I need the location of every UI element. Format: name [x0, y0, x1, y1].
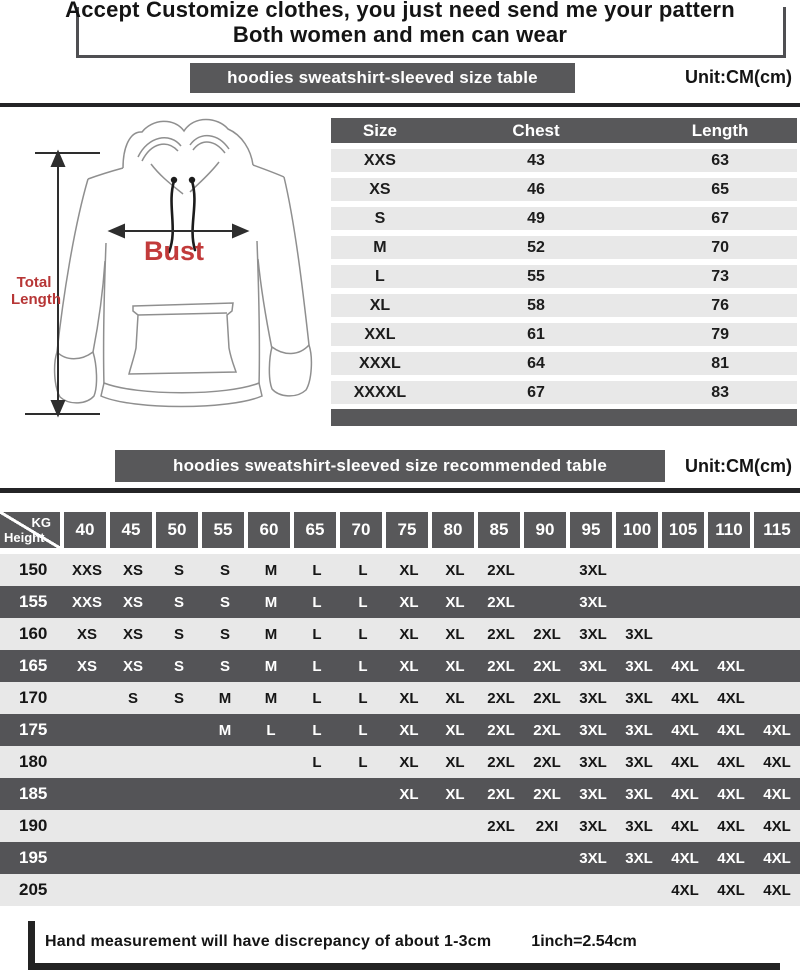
size-value-cell: L — [358, 657, 368, 675]
size-table-body — [331, 149, 797, 404]
weight-header-cell: 65 — [294, 512, 340, 548]
length-cell: 67 — [711, 209, 729, 227]
weight-header-cell: 45 — [110, 512, 156, 548]
column-header-length: Length — [691, 120, 749, 140]
size-value-cell: 4XL — [671, 721, 699, 739]
height-cell: 150 — [19, 560, 48, 579]
size-value-cell: 4XL — [763, 721, 791, 739]
chest-cell: 46 — [527, 180, 545, 198]
chest-cell: 67 — [527, 383, 545, 401]
size-value-cell: 4XL — [717, 817, 745, 835]
height-cell: 185 — [19, 784, 48, 803]
size-value-cell: L — [312, 721, 322, 739]
divider-line-2 — [0, 488, 800, 493]
size-value-cell: 3XL — [625, 657, 653, 675]
size-value-cell: 3XL — [579, 657, 607, 675]
size-table-row — [331, 381, 797, 404]
weight-header-cell: 40 — [64, 512, 110, 548]
size-value-cell: 3XL — [625, 689, 653, 707]
size-value-cell: 3XL — [579, 817, 607, 835]
size-value-cell: 2XL — [487, 721, 515, 739]
size-cell: XL — [369, 296, 391, 314]
chest-cell: 43 — [527, 151, 545, 169]
weight-header-cell: 90 — [524, 512, 570, 548]
bust-label: Bust — [144, 236, 204, 266]
length-cell: 76 — [711, 296, 729, 314]
recommend-row — [0, 874, 800, 906]
right-cuff — [269, 345, 311, 396]
size-value-cell: XL — [399, 785, 419, 803]
size-cell: XXXXL — [353, 383, 407, 401]
size-value-cell: XL — [399, 753, 419, 771]
size-value-cell: 2XL — [487, 625, 515, 643]
size-value-cell: XL — [399, 625, 419, 643]
weight-header-cell: 100 — [616, 512, 662, 548]
column-header-chest: Chest — [512, 120, 560, 140]
recommend-row — [0, 746, 800, 778]
size-table-row — [331, 178, 797, 201]
inch-conversion: 1inch=2.54cm — [531, 933, 637, 950]
size-value-cell: L — [312, 561, 322, 579]
size-value-cell: S — [173, 625, 184, 643]
length-cell: 63 — [711, 151, 729, 169]
recommended-table-body — [0, 554, 800, 906]
unit-label-1: Unit:CM(cm) — [685, 67, 792, 87]
chest-cell: 61 — [527, 325, 545, 343]
drawstring-tip-left — [171, 177, 177, 183]
size-value-cell: XL — [399, 721, 419, 739]
size-value-cell: XS — [76, 625, 97, 643]
recommend-row — [0, 682, 800, 714]
size-value-cell: 2XL — [533, 785, 561, 803]
banner-line-2: Both women and men can wear — [232, 22, 568, 47]
kg-height-corner-cell — [0, 512, 64, 548]
size-value-cell: 4XL — [763, 785, 791, 803]
size-value-cell: 3XL — [625, 721, 653, 739]
size-value-cell: L — [358, 721, 368, 739]
recommend-row — [0, 650, 800, 682]
size-value-cell: L — [358, 753, 368, 771]
size-value-cell: M — [218, 689, 232, 707]
size-value-cell: S — [219, 593, 230, 611]
size-value-cell: L — [358, 625, 368, 643]
size-value-cell: S — [173, 689, 184, 707]
size-cell: S — [374, 209, 386, 227]
size-value-cell: 3XL — [579, 561, 607, 579]
recommend-row — [0, 810, 800, 842]
drawstring-tip-right — [189, 177, 195, 183]
banner — [0, 0, 800, 47]
size-value-cell: 2XL — [533, 753, 561, 771]
height-cell: 195 — [19, 848, 48, 867]
size-value-cell: 4XL — [717, 657, 745, 675]
size-value-cell: 2XI — [535, 817, 559, 835]
size-value-cell: 3XL — [625, 785, 653, 803]
size-value-cell: XS — [122, 561, 143, 579]
size-value-cell: 4XL — [671, 849, 699, 867]
size-value-cell: 2XL — [487, 593, 515, 611]
height-cell: 190 — [19, 816, 48, 835]
height-cell: 170 — [19, 688, 48, 707]
size-value-cell: 2XL — [487, 817, 515, 835]
size-value-cell: L — [312, 657, 322, 675]
size-value-cell: 3XL — [625, 753, 653, 771]
size-value-cell: 2XL — [533, 721, 561, 739]
size-value-cell: 4XL — [671, 689, 699, 707]
weight-header-cell: 70 — [340, 512, 386, 548]
size-table-row — [331, 352, 797, 375]
recommend-row — [0, 778, 800, 810]
hem-band — [101, 383, 262, 407]
size-cell: XXL — [364, 325, 396, 343]
size-value-cell: M — [264, 561, 278, 579]
size-value-cell: 3XL — [579, 785, 607, 803]
size-value-cell: M — [264, 657, 278, 675]
measurement-note-box — [28, 921, 780, 970]
measurement-note: Hand measurement will have discrepancy of about 1-3cm — [45, 933, 492, 950]
size-value-cell: L — [312, 625, 322, 643]
size-measurement-table — [331, 118, 797, 426]
size-value-cell: 3XL — [579, 593, 607, 611]
size-value-cell: L — [358, 689, 368, 707]
size-value-cell: XL — [399, 657, 419, 675]
size-value-cell: L — [312, 689, 322, 707]
unit-label-2: Unit:CM(cm) — [685, 456, 792, 476]
chest-cell: 49 — [527, 209, 545, 227]
size-value-cell: 2XL — [487, 689, 515, 707]
length-cell: 79 — [711, 325, 729, 343]
chest-cell: 52 — [527, 238, 545, 256]
size-table-row — [331, 294, 797, 317]
size-value-cell: XS — [122, 593, 143, 611]
size-value-cell: 4XL — [671, 785, 699, 803]
size-cell: XXS — [363, 151, 396, 169]
height-cell: 205 — [19, 880, 48, 899]
size-value-cell: 3XL — [625, 817, 653, 835]
size-table-row — [331, 207, 797, 230]
height-cell: 180 — [19, 752, 48, 771]
size-value-cell: 2XL — [487, 785, 515, 803]
length-cell: 65 — [711, 180, 729, 198]
size-table-row — [331, 265, 797, 288]
size-value-cell: 4XL — [763, 849, 791, 867]
size-value-cell: S — [219, 561, 230, 579]
recommend-row — [0, 842, 800, 874]
size-value-cell: XL — [445, 785, 465, 803]
total-length-label-line2: Length — [11, 291, 61, 308]
size-value-cell: 4XL — [717, 785, 745, 803]
size-value-cell: L — [358, 561, 368, 579]
size-value-cell: L — [312, 753, 322, 771]
size-value-cell: XL — [445, 689, 465, 707]
size-value-cell: S — [219, 625, 230, 643]
recommended-table-title-bar — [115, 450, 665, 482]
recommend-row — [0, 714, 800, 746]
weight-header-cell: 55 — [202, 512, 248, 548]
size-value-cell: 4XL — [717, 881, 745, 899]
weight-header-cell: 105 — [662, 512, 708, 548]
weight-header-cell: 110 — [708, 512, 754, 548]
size-value-cell: 3XL — [579, 849, 607, 867]
weight-header-cell: 95 — [570, 512, 616, 548]
size-table-header-row — [331, 118, 797, 143]
height-cell: 155 — [19, 592, 48, 611]
size-value-cell: 3XL — [625, 849, 653, 867]
size-value-cell: 4XL — [763, 881, 791, 899]
size-value-cell: 4XL — [763, 753, 791, 771]
size-value-cell: 4XL — [671, 657, 699, 675]
height-cell: 160 — [19, 624, 48, 643]
size-value-cell: 4XL — [717, 849, 745, 867]
recommend-row — [0, 586, 800, 618]
size-value-cell: 4XL — [717, 721, 745, 739]
weight-header-cell: 60 — [248, 512, 294, 548]
size-value-cell: M — [264, 689, 278, 707]
size-value-cell: 3XL — [579, 721, 607, 739]
banner-line-1: Accept Customize clothes, you just need send me your pattern — [65, 0, 735, 22]
size-value-cell: 2XL — [533, 657, 561, 675]
size-value-cell: S — [127, 689, 138, 707]
weight-header-cell: 115 — [754, 512, 800, 548]
size-cell: M — [373, 238, 387, 256]
size-value-cell: L — [358, 593, 368, 611]
size-table-footer-bar — [331, 409, 797, 426]
size-value-cell: 4XL — [717, 689, 745, 707]
size-value-cell: 3XL — [579, 753, 607, 771]
size-cell: XXXL — [359, 354, 401, 372]
size-table-row — [331, 236, 797, 259]
size-value-cell: XL — [445, 561, 465, 579]
size-value-cell: 3XL — [625, 625, 653, 643]
size-value-cell: M — [264, 625, 278, 643]
weight-header-cell: 75 — [386, 512, 432, 548]
size-value-cell: XL — [399, 593, 419, 611]
hoodie-diagram — [2, 105, 324, 437]
height-cell: 175 — [19, 720, 48, 739]
size-value-cell: S — [173, 561, 184, 579]
recommend-row — [0, 618, 800, 650]
size-value-cell: L — [312, 593, 322, 611]
size-value-cell: 2XL — [533, 625, 561, 643]
size-value-cell: 2XL — [487, 753, 515, 771]
size-value-cell: S — [173, 657, 184, 675]
size-value-cell: XXS — [71, 561, 102, 579]
size-value-cell: XS — [76, 657, 97, 675]
size-value-cell: XL — [445, 593, 465, 611]
size-value-cell: S — [219, 657, 230, 675]
size-table-row — [331, 323, 797, 346]
size-table-title: hoodies sweatshirt-sleeved size table — [227, 68, 538, 87]
weight-header-cell: 50 — [156, 512, 202, 548]
recommended-size-table — [0, 512, 800, 906]
weight-header-cell: 80 — [432, 512, 478, 548]
size-value-cell: XS — [122, 625, 143, 643]
size-value-cell: XL — [445, 625, 465, 643]
size-value-cell: 4XL — [671, 753, 699, 771]
size-value-cell: XL — [445, 721, 465, 739]
recommended-table-header-row — [0, 512, 800, 548]
size-cell: L — [375, 267, 385, 285]
size-value-cell: 2XL — [487, 561, 515, 579]
left-cuff — [55, 352, 97, 403]
column-header-size: Size — [362, 120, 397, 140]
size-table-row — [331, 149, 797, 172]
size-value-cell: M — [264, 593, 278, 611]
size-value-cell: 4XL — [763, 817, 791, 835]
corner-kg-label: KG — [31, 515, 51, 530]
size-value-cell: XL — [399, 561, 419, 579]
size-value-cell: XXS — [71, 593, 102, 611]
size-value-cell: L — [266, 721, 276, 739]
size-table-title-bar — [190, 63, 575, 93]
corner-height-label: Height — [4, 530, 45, 545]
size-value-cell: XL — [399, 689, 419, 707]
length-cell: 73 — [711, 267, 729, 285]
size-value-cell: XS — [122, 657, 143, 675]
weight-header-cell: 85 — [478, 512, 524, 548]
size-value-cell: 4XL — [671, 817, 699, 835]
chest-cell: 55 — [527, 267, 545, 285]
chest-cell: 58 — [527, 296, 545, 314]
size-value-cell: XL — [445, 753, 465, 771]
size-cell: XS — [369, 180, 391, 198]
size-value-cell: XL — [445, 657, 465, 675]
size-value-cell: S — [173, 593, 184, 611]
size-value-cell: 4XL — [671, 881, 699, 899]
length-cell: 81 — [711, 354, 729, 372]
chest-cell: 64 — [527, 354, 545, 372]
size-value-cell: M — [218, 721, 232, 739]
size-value-cell: 3XL — [579, 625, 607, 643]
size-value-cell: 4XL — [717, 753, 745, 771]
size-value-cell: 2XL — [533, 689, 561, 707]
size-value-cell: 2XL — [487, 657, 515, 675]
total-length-label-line1: Total — [16, 274, 52, 291]
length-cell: 83 — [711, 383, 729, 401]
recommended-table-title: hoodies sweatshirt-sleeved size recommended table — [172, 456, 607, 475]
recommend-row — [0, 554, 800, 586]
size-value-cell: 3XL — [579, 689, 607, 707]
length-cell: 70 — [711, 238, 729, 256]
height-cell: 165 — [19, 656, 48, 675]
